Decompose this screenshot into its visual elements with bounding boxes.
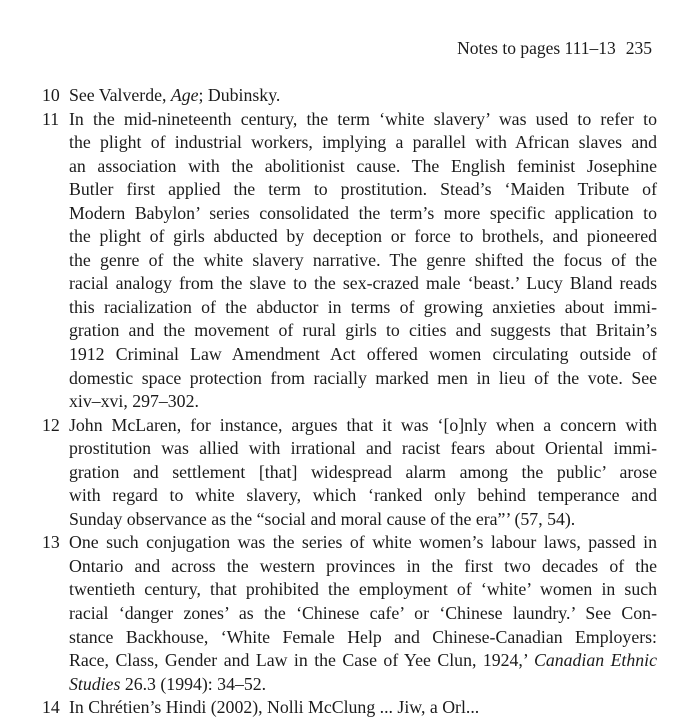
text-line: 1912 Criminal Law Amendment Act offered women circulating outside of bbox=[69, 344, 657, 365]
text-line: twentieth century, that prohibited the employment of ‘white’ women in such bbox=[69, 579, 657, 600]
endnote-text bbox=[69, 84, 657, 108]
text-line: Butler first applied the term to prostitution. Stead’s ‘Maiden Tribute of bbox=[69, 179, 657, 200]
text-line bbox=[69, 673, 657, 697]
italic-title: Canadian Ethnic bbox=[533, 650, 657, 671]
text-line: the plight of industrial workers, implying a parallel with African slaves and bbox=[69, 132, 657, 153]
text-line bbox=[69, 84, 657, 108]
endnote bbox=[42, 414, 657, 532]
text-run: ; Dubinsky. bbox=[198, 85, 281, 105]
endnote bbox=[42, 531, 657, 696]
running-header bbox=[457, 38, 652, 59]
text-line: In Chrétien’s Hindi (2002), Nolli McClung ... Jiw, a Orl... bbox=[69, 697, 480, 718]
text-line: racial analogy from the slave to the sex-crazed male ‘beast.’ Lucy Bland reads bbox=[69, 273, 657, 294]
endnote-text bbox=[69, 108, 657, 414]
endnote-text bbox=[69, 531, 657, 696]
italic-title: Studies bbox=[69, 673, 121, 694]
endnote-number: 11 bbox=[42, 108, 60, 129]
text-line: gration and the movement of rural girls to cities and suggests that Britain’s bbox=[69, 320, 657, 341]
text-line bbox=[69, 649, 657, 673]
endnotes-list bbox=[42, 84, 657, 720]
text-line: stance Backhouse, ‘White Female Help and Chinese-Canadian Employers: bbox=[69, 626, 657, 647]
text-line: In the mid-nineteenth century, the term ‘white slavery’ was used to refer to bbox=[69, 108, 657, 129]
endnote-text bbox=[69, 414, 657, 532]
text-run: Race, Class, Gender and Law in the Case of Yee Clun, 1924,’ bbox=[69, 650, 534, 671]
endnote-text bbox=[69, 696, 657, 720]
text-line: an association with the abolitionist cause. The English feminist Josephine bbox=[69, 155, 657, 176]
text-run: 26.3 (1994): 34–52. bbox=[120, 673, 267, 694]
text-line: One such conjugation was the series of white women’s labour laws, passed in bbox=[69, 532, 657, 553]
text-line: John McLaren, for instance, argues that it was ‘[o]nly when a concern with bbox=[69, 414, 657, 435]
text-line: domestic space protection from racially marked men in lieu of the vote. See bbox=[69, 367, 657, 388]
endnote-number: 10 bbox=[42, 85, 60, 105]
text-line: prostitution was allied with irrational and racist fears about Oriental immi- bbox=[69, 438, 657, 459]
endnote-partial bbox=[42, 696, 657, 720]
text-line: xiv–xvi, 297–302. bbox=[69, 391, 199, 412]
endnote-number: 14 bbox=[42, 697, 60, 718]
endnote-number: 13 bbox=[42, 532, 60, 553]
text-run: See Valverde, bbox=[69, 85, 171, 105]
endnote-number: 12 bbox=[42, 414, 60, 435]
text-line: Sunday observance as the “social and moral cause of the era”’ (57, 54). bbox=[69, 508, 576, 529]
text-line: with regard to white slavery, which ‘ranked only behind temperance and bbox=[69, 485, 657, 506]
text-line: Modern Babylon’ series consolidated the term’s more specific application to bbox=[69, 202, 657, 223]
text-line: Ontario and across the western provinces in the first two decades of the bbox=[69, 555, 657, 576]
italic-title: Age bbox=[170, 85, 199, 105]
endnote bbox=[42, 84, 657, 108]
text-line: gration and settlement [that] widespread alarm among the public’ arose bbox=[69, 461, 657, 482]
text-line: the genre of the white slavery narrative. The genre shifted the focus of the bbox=[69, 249, 657, 270]
text-line: racial ‘danger zones’ as the ‘Chinese cafe’ or ‘Chinese laundry.’ See Con- bbox=[69, 603, 657, 624]
running-header-title: Notes to pages 111–13 bbox=[457, 38, 616, 58]
endnote bbox=[42, 108, 657, 414]
page-number: 235 bbox=[625, 38, 652, 58]
text-line: the plight of girls abducted by deception or force to brothels, and pioneered bbox=[69, 226, 657, 247]
text-line: this racialization of the abductor in terms of growing anxieties about immi- bbox=[69, 296, 657, 317]
